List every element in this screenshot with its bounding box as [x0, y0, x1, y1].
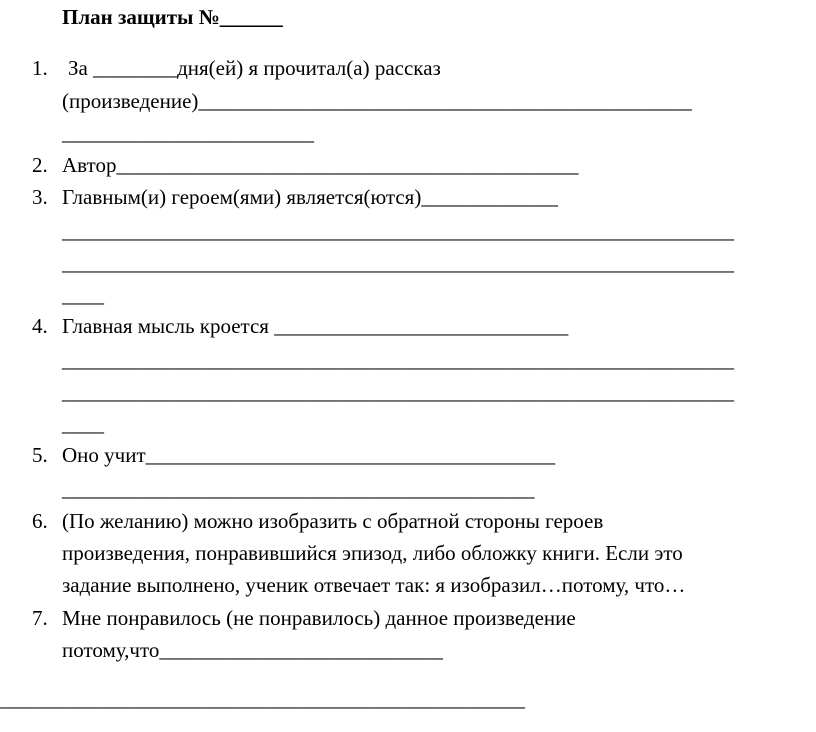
item-5-line-2: _____________________________________________ — [62, 477, 535, 501]
footer-answer-line: __________________________________________________ — [0, 687, 525, 711]
item-2-line-1: Автор____________________________________________ — [62, 153, 579, 177]
item-5-number: 5. — [32, 443, 48, 467]
item-3-line-4: ____ — [62, 283, 104, 307]
item-4-line-4: ____ — [62, 412, 104, 436]
item-3-number: 3. — [32, 185, 48, 209]
item-7-line-2: потому,что___________________________ — [62, 638, 443, 662]
item-3-line-3: ________________________________________________________________ — [62, 251, 734, 275]
item-5-line-1: Оно учит_______________________________________ — [62, 443, 556, 467]
page-title: План защиты №______ — [62, 5, 283, 29]
item-6-line-3: задание выполнено, ученик отвечает так: я изобразил…потому, что… — [62, 573, 686, 597]
item-4-number: 4. — [32, 314, 48, 338]
item-6-line-1: (По желанию) можно изобразить с обратной стороны героев — [62, 509, 604, 533]
item-2-number: 2. — [32, 153, 48, 177]
item-1-line-2: (произведение)_______________________________________________ — [62, 89, 692, 113]
item-7-line-1: Мне понравилось (не понравилось) данное произведение — [62, 606, 576, 630]
item-3-line-2: ________________________________________________________________ — [62, 219, 734, 243]
item-4-line-3: ________________________________________________________________ — [62, 380, 734, 404]
item-1-line-3: ________________________ — [62, 121, 314, 145]
item-6-number: 6. — [32, 509, 48, 533]
item-4-line-2: ________________________________________________________________ — [62, 348, 734, 372]
item-4-line-1: Главная мысль кроется ____________________________ — [62, 314, 569, 338]
item-1-line-1: За ________дня(ей) я прочитал(а) рассказ — [68, 56, 441, 80]
item-1-number: 1. — [32, 56, 48, 80]
item-3-line-1: Главным(и) героем(ями) является(ются)_____________ — [62, 185, 558, 209]
item-6-line-2: произведения, понравившийся эпизод, либо обложку книги. Если это — [62, 541, 683, 565]
item-7-number: 7. — [32, 606, 48, 630]
